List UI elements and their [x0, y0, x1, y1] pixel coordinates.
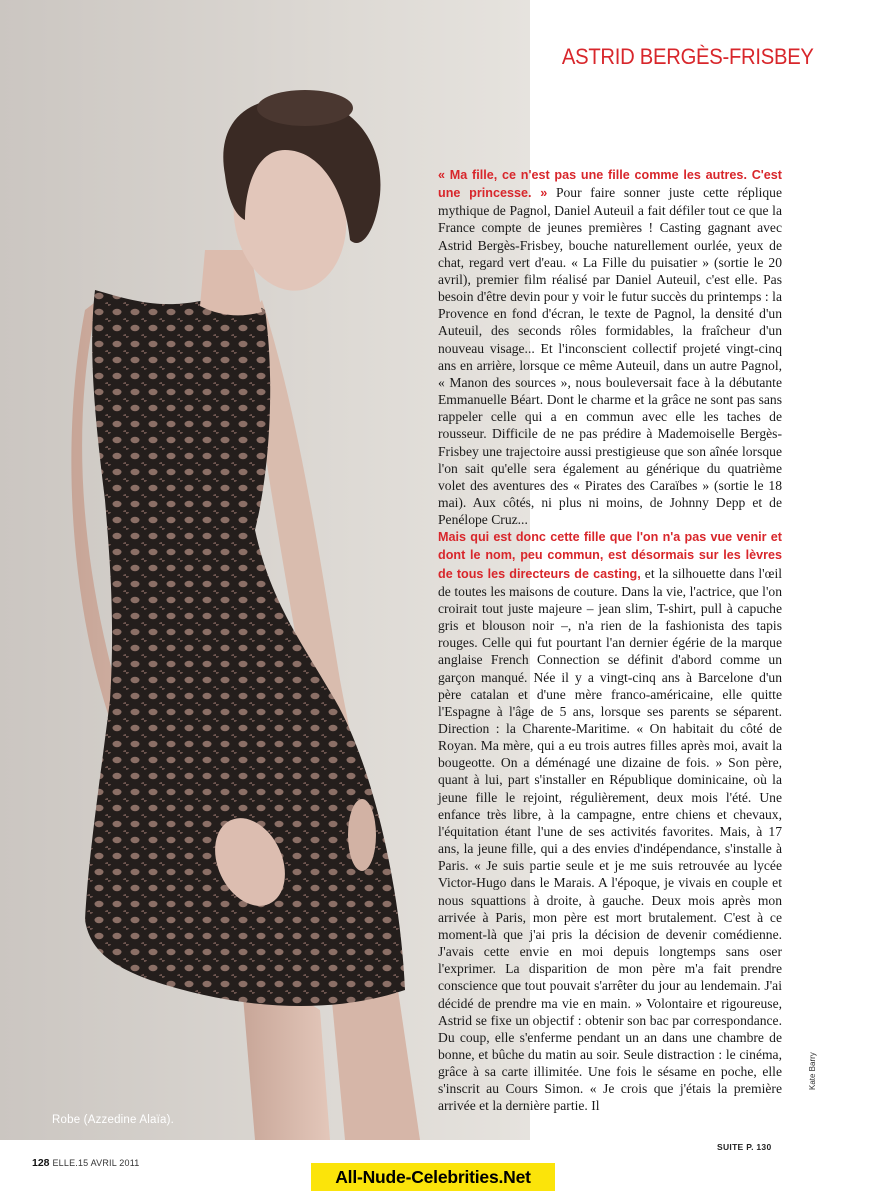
- photo-caption: Robe (Azzedine Alaïa).: [52, 1114, 175, 1126]
- watermark: All-Nude-Celebrities.Net: [311, 1163, 555, 1191]
- page-folio: [32, 1157, 139, 1169]
- article-title: ASTRID BERGÈS-FRISBEY: [562, 44, 814, 69]
- paragraph-1-text: Pour faire sonner juste cette réplique mythique de Pagnol, Daniel Auteuil a fait défiler tout ce que la France compte de jeunes premières ! Casting gagnant avec Astrid Bergès-Frisbey, bouche naturellement ourlée, yeux de chat, regard vert d'eau. « La Fille du puisatier » (sortie le 20 avril), premier film réalisé par Daniel Auteuil, c'est elle. Pas besoin d'être devin pour y voir le futur succès du printemps : la Provence en fond d'écran, le texte de Pagnol, la densité d'un Auteuil, des seconds rôles formidables, la fraîcheur d'un nouveau visage... Et l'inconscient collectif projeté vingt-cinq ans en arrière, lorsque ce même Auteuil, dans un autre Pagnol, « Manon des sources », nous bouleversait face à la débutante Emmanuelle Béart. Dont le charme et la grâce ne sont pas sans rappeler celle qui a en commun avec elle les taches de rousseur. Difficile de ne pas prédire à Mademoiselle Bergès-Frisbey une trajectoire aussi prestigieuse que son aînée lorsque l'on sait qu'elle sera également au générique du quatrième volet des aventures des « Pirates des Caraïbes » (sortie le 18 mai). Aux côtés, ni plus ni moins, de Johnny Depp et de Penélope Cruz...: [438, 185, 783, 528]
- photo-credit: Kate Barry: [808, 1052, 817, 1090]
- paragraph-2-text: et la silhouette dans l'œil de toutes les maisons de couture. Dans la vie, l'actrice, que l'on croirait tout juste majeure – jean slim, T-shirt, pull à capuche gris et blouson noir –, n'a rien de la fashionista des tapis rouges. Celle qui fut pourtant l'an dernier égérie de la marque anglaise French Connection se définit d'abord comme un garçon manqué. Née il y a vingt-cinq ans à Barcelone d'un père catalan et d'une mère franco-américaine, elle quitte l'Espagne à l'âge de 5 ans, lorsque ses parents se séparent. Direction : la Charente-Maritime. « On habitait du côté de Royan. Ma mère, qui a eu trois autres filles après moi, avait la bougeotte. On a déménagé une dizaine de fois. » Son père, quant à lui, part s'installer en République dominicaine, où la jeune fille le rejoint, régulièrement, deux mois l'été. Une enfance très libre, à la campagne, entre chiens et chevaux, l'équitation étant l'une de ses activités favorites. Mais, à 17 ans, la jeune fille, qui a des envies d'indépendance, s'installe à Paris. « Je suis partie seule et je me suis retrouvée au lycée Victor-Hugo dans le Marais. A l'époque, je vivais en couple et nous squattions à droite, à gauche. Deux mois après mon arrivée à Paris, mon père est mort brutalement. C'est à ce moment-là que j'ai pris la décision de devenir comédienne. J'avais cette envie en moi depuis longtemps sans oser l'exprimer. La disparition de mon père m'a fait prendre conscience que tout pouvait s'arrêter du jour au lendemain. J'ai décidé de prendre ma vie en main. » Volontaire et rigoureuse, Astrid se fixe un objectif : obtenir son bac par correspondance. Du coup, elle s'enferme pendant un an dans une chambre de bonne, et bûche du matin au soir. Seule distraction : le cinéma, grâce à sa carte illimitée. Une fois le sésame en poche, elle s'inscrit au Cours Simon. « Je crois que j'étais la première arrivée et la dernière partie. Il: [438, 565, 783, 1114]
- continued-label: SUITE P. 130: [717, 1142, 772, 1152]
- magazine-date: ELLE.15 AVRIL 2011: [52, 1158, 140, 1168]
- paragraph-1-lead: « Ma fille, ce n'est pas une fille comme les autres. C'est une princesse. »: [438, 168, 782, 201]
- page-number: 128: [32, 1157, 50, 1169]
- article-body: [438, 166, 782, 1115]
- paragraph-2: [438, 528, 782, 1114]
- paragraph-2-lead: Mais qui est donc cette fille que l'on n'a pas vue venir et dont le nom, peu commun, est désormais sur les lèvres de tous les directeurs de casting,: [438, 530, 782, 581]
- paragraph-1: [438, 166, 782, 528]
